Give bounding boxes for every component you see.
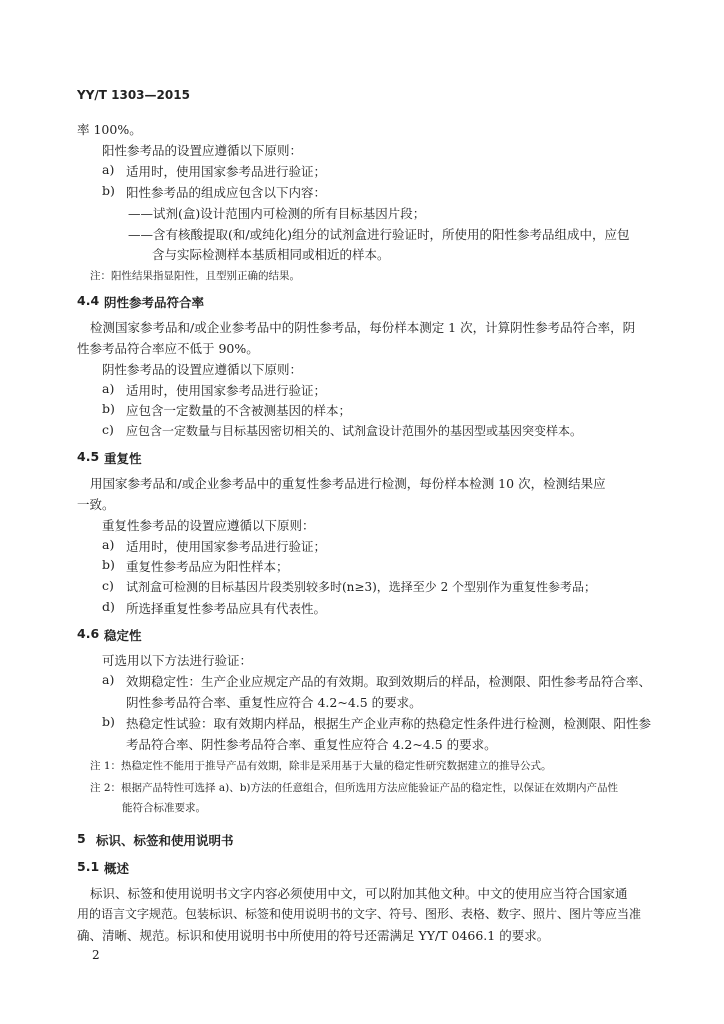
list-item: 适用时，使用国家参考品进行验证； (126, 164, 327, 179)
list-item-label: b) (102, 183, 115, 198)
section-title: 稳定性 (104, 628, 142, 643)
list-item: 阳性参考品的组成应包含以下内容： (126, 185, 327, 200)
paragraph: 可选用以下方法进行验证： (102, 653, 253, 668)
list-item-label: a) (102, 162, 115, 177)
list-item: 效期稳定性：生产企业应规定产品的有效期。取到效期后的样品，检测限、阳性参考品符合率、 (126, 674, 652, 689)
dash-item: ——试剂(盒)设计范围内可检测的所有目标基因片段； (128, 206, 426, 221)
dash-item: ——含有核酸提取(和/或纯化)组分的试剂盒进行验证时，所使用的阳性参考品组成中，应包 (128, 227, 630, 242)
list-item-label: a) (102, 381, 115, 396)
list-item-label: c) (102, 578, 114, 593)
paragraph: 标识、标签和使用说明书文字内容必须使用中文，可以附加其他文种。中文的使用应当符合国家通 (90, 886, 628, 901)
list-item-continued: 考品符合率、阴性参考品符合率、重复性应符合 4.2~4.5 的要求。 (126, 737, 497, 752)
list-item: 所选择重复性参考品应具有代表性。 (126, 601, 327, 616)
note: 注 2：根据产品特性可选择 a)、b)方法的任意组合，但所选用方法应能验证产品的稳定性，以保证在效期内产品性 (90, 782, 619, 794)
page-number: 2 (92, 948, 100, 962)
list-item-label: a) (102, 537, 115, 552)
note: 注 1：热稳定性不能用于推导产品有效期，除非是采用基于大量的稳定性研究数据建立的推导公式。 (90, 760, 552, 772)
paragraph: 重复性参考品的设置应遵循以下原则： (102, 518, 315, 533)
list-item-label: b) (102, 714, 115, 729)
section-title: 概述 (104, 861, 130, 876)
list-item-label: d) (102, 599, 115, 614)
list-item: 试剂盒可检测的目标基因片段类别较多时(n≥3)，选择至少 2 个型别作为重复性参考品； (126, 580, 597, 594)
dash-item-continued: 含与实际检测样本基质相同或相近的样本。 (152, 247, 390, 262)
list-item-label: a) (102, 672, 115, 687)
paragraph: 阳性参考品的设置应遵循以下原则： (102, 143, 303, 158)
section-title: 重复性 (104, 451, 142, 466)
list-item: 适用时，使用国家参考品进行验证； (126, 383, 327, 398)
document-code: YY/T 1303—2015 (77, 88, 190, 102)
section-number: 4.6 (77, 626, 100, 641)
section-title: 阴性参考品符合率 (104, 295, 205, 310)
section-title: 标识、标签和使用说明书 (96, 833, 234, 848)
paragraph-continued: 确、清晰、规范。标识和使用说明书中所使用的符号还需满足 YY/T 0466.1 的要求。 (77, 928, 550, 943)
paragraph: 率 100%。 (77, 122, 142, 137)
section-number: 5.1 (77, 859, 100, 874)
list-item-label: b) (102, 557, 115, 572)
note-continued: 能符合标准要求。 (122, 802, 206, 814)
paragraph-continued: 性参考品符合率应不低于 90%。 (77, 341, 259, 356)
list-item-label: c) (102, 422, 114, 437)
paragraph: 用国家参考品和/或企业参考品中的重复性参考品进行检测，每份样本检测 10 次，检测结果应 (90, 476, 606, 491)
list-item-label: b) (102, 401, 115, 416)
section-number: 5 (77, 831, 86, 846)
list-item: 适用时，使用国家参考品进行验证； (126, 539, 327, 554)
list-item: 应包含一定数量与目标基因密切相关的、试剂盒设计范围外的基因型或基因突变样本。 (126, 424, 583, 438)
paragraph-continued: 一致。 (77, 497, 115, 512)
paragraph-continued: 用的语言文字规范。包装标识、标签和使用说明书的文字、符号、图形、表格、数字、照片、图片等应当准 (77, 907, 642, 921)
list-item-continued: 阴性参考品符合率、重复性应符合 4.2~4.5 的要求。 (126, 695, 422, 710)
list-item: 应包含一定数量的不含被测基因的样本； (126, 403, 352, 418)
section-number: 4.5 (77, 449, 100, 464)
list-item: 重复性参考品应为阳性样本； (126, 559, 289, 574)
paragraph: 检测国家参考品和/或企业参考品中的阴性参考品，每份样本测定 1 次，计算阴性参考品符合率，阴 (90, 320, 636, 335)
note: 注：阳性结果指显阳性，且型别正确的结果。 (90, 270, 300, 282)
paragraph: 阴性参考品的设置应遵循以下原则： (102, 362, 303, 377)
list-item: 热稳定性试验：取有效期内样品，根据生产企业声称的热稳定性条件进行检测，检测限、阳性参 (126, 716, 652, 731)
section-number: 4.4 (77, 293, 100, 308)
